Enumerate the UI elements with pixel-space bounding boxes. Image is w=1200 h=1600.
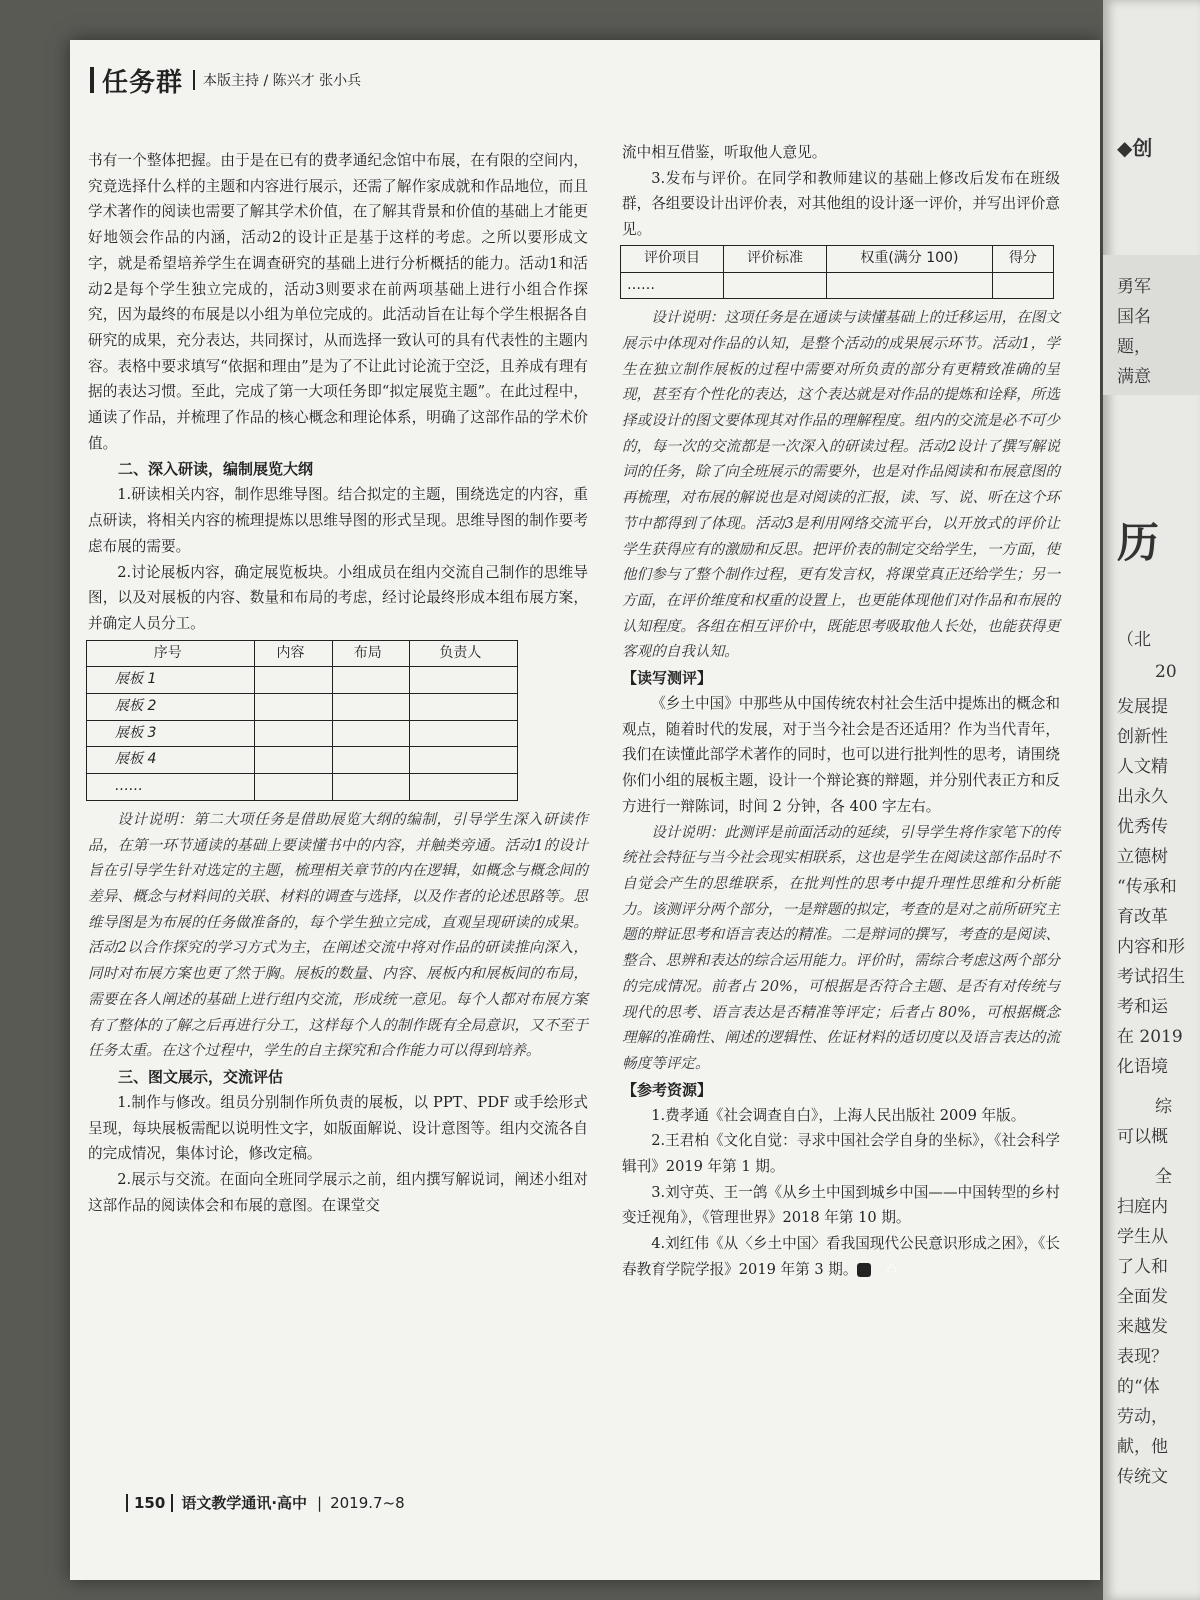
body-paragraph: 2.讨论展板内容，确定展览板块。小组成员在组内交流自己制作的思维导图，以及对展板的内容、数量和布局的考虑，经讨论最终形成本组布展方案，并确定人员分工。 [88, 563, 588, 632]
section-label-review: 【读写测评】 [622, 669, 713, 688]
table-cell: 展板 1 [87, 667, 255, 694]
facing-page [1103, 0, 1200, 1600]
facing-heading: 历 [1117, 518, 1160, 567]
facing-text: 的“体 [1117, 1377, 1160, 1397]
facing-text: 出永久 [1117, 787, 1168, 807]
facing-text: 勇军 [1117, 277, 1151, 297]
body-paragraph: 书有一个整体把握。由于是在已有的费孝通纪念馆中布展，在有限的空间内，究竟选择什么样的主题和内容进行展示，还需了解作家成就和作品地位，而且学术著作的阅读也需要了解其学术价值，在了解其背景和价值的基础上才能更好地领会作品的内涵，活动2的设计正是基于这样的考虑。之所以要形成文字，就是希望培养学生在调查研究的基础上进行分析概括的能力。活动1和活动2是每个学生独立完成的，活动3则要求在前两项基础上进行小组合作探究，因为最终的布展是以小组为单位完成的。此活动旨在让每个学生根据各自研究的成果，充分表达，共同探讨，从而选择一致认可的具有代表性的主题内容。表格中要求填写“依据和理由”是为了不让此讨论流于空泛，且养成有理有据的表达习惯。至此，完成了第一大项任务即“拟定展览主题”。在此过程中，通读了作品，并梳理了作品的核心概念和理论体系，明确了这部作品的学术价值。 [88, 152, 588, 452]
facing-text: 立德树 [1117, 847, 1168, 867]
body-paragraph: 流中相互借鉴，听取他人意见。 [622, 144, 827, 161]
facing-text: 20 [1155, 662, 1177, 682]
table-row [87, 747, 518, 774]
table-row [87, 774, 518, 801]
facing-text: 劳动， [1117, 1407, 1168, 1427]
end-mark-icon: 凸 [857, 1263, 871, 1277]
table-header: 内容 [255, 640, 332, 667]
page-footer [126, 1492, 405, 1513]
table-cell: …… [87, 774, 255, 801]
table-header: 负责人 [409, 640, 517, 667]
reference-text: 4.刘红伟《从〈乡土中国〉看我国现代公民意识形成之困》，《长春教育学院学报》2019 年第 3 期。 [622, 1235, 1060, 1278]
table-header: 评价项目 [621, 245, 724, 272]
evaluation-table [620, 245, 1054, 299]
layout-plan-table [86, 640, 518, 801]
facing-text: 育改革 [1117, 907, 1168, 927]
facing-text: 全 [1155, 1167, 1172, 1187]
table-header: 权重(满分 100) [826, 245, 992, 272]
section-heading: 三、图文展示，交流评估 [118, 1067, 284, 1086]
facing-text: 综 [1155, 1097, 1172, 1117]
facing-text: 优秀传 [1117, 817, 1168, 837]
facing-text: “传承和 [1117, 877, 1177, 897]
facing-text: 表现？ [1117, 1347, 1168, 1367]
table-cell: …… [621, 272, 724, 299]
journal-name: 语文教学通讯·高中 [181, 1494, 308, 1512]
section-label-references: 【参考资源】 [622, 1080, 713, 1099]
footer-separator: | [317, 1493, 323, 1512]
table-cell: 展板 2 [87, 694, 255, 721]
table-header: 评价标准 [723, 245, 826, 272]
table-cell: 展板 3 [87, 720, 255, 747]
facing-text: 可以概 [1117, 1127, 1168, 1147]
table-header: 布局 [332, 640, 409, 667]
design-note: 设计说明：第二大项任务是借助展览大纲的编制，引导学生深入研读作品，在第一环节通读的基础上要读懂书中的内容，并触类旁通。活动1的设计旨在引导学生针对选定的主题，梳理相关章节的内在逻辑，如概念与概念间的差异、概念与材料间的关联、材料的调查与选择，以及作者的论述思路等。思维导图是为布展的任务做准备的，每个学生独立完成，直观呈现研读的成果。活动2以合作探究的学习方式为主，在阐述交流中将对作品的研读推向深入，同时对布展方案也更了然于胸。展板的数量、内容、展板内和展板间的布局，需要在各人阐述的基础上进行组内交流，形成统一意见。每个人都对布展方案有了整体的了解之后再进行分工，这样每个人的制作既有全局意识，又不至于任务太重。在这个过程中，学生的自主探究和合作能力可以得到培养。 [88, 810, 588, 1060]
body-paragraph: 1.制作与修改。组员分别制作所负责的展板，以 PPT、PDF 或手绘形式呈现，每块展板需配以说明性文字，如版面解说、设计意图等。组内交流各自的完成情况，集体讨论，修改定稿。 [88, 1093, 588, 1163]
facing-text: 扫庭内 [1117, 1197, 1168, 1217]
facing-text: 发展提 [1117, 697, 1168, 717]
facing-text: 全面发 [1117, 1287, 1168, 1307]
facing-text: 来越发 [1117, 1317, 1168, 1337]
facing-text: 学生从 [1117, 1227, 1168, 1247]
facing-text: 满意 [1117, 367, 1151, 387]
table-row [87, 694, 518, 721]
facing-text: 献，他 [1117, 1437, 1168, 1457]
editor-credit: 本版主持 / 陈兴才 张小兵 [193, 70, 361, 90]
section-heading: 二、深入研读，编制展览大纲 [118, 460, 314, 479]
page-number: 150 [126, 1494, 173, 1512]
section-title: 任务群 [102, 67, 184, 98]
table-header: 得分 [992, 245, 1053, 272]
body-paragraph: 2.展示与交流。在面向全班同学展示之前，组内撰写解说词，阐述小组对这部作品的阅读体会和布展的意图。在课堂交 [88, 1171, 588, 1214]
design-note: 设计说明：这项任务是在通读与读懂基础上的迁移运用，在图文展示中体现对作品的认知，是整个活动的成果展示环节。活动1，学生在独立制作展板的过程中需要对所负责的部分有更精致准确的呈现，甚至有个性化的表达，这个表达就是对作品的提炼和诠释，所选择或设计的图文要体现其对作品的理解程度。组内的交流是必不可少的，每一次的交流都是一次深入的研读过程。活动2设计了撰写解说词的任务，除了向全班展示的需要外，也是对作品阅读和布展意图的再梳理，对布展的解说也是对阅读的汇报，读、写、说、听在这个环节中都得到了体现。活动3是利用网络交流平台，以开放式的评价让学生获得应有的激励和反思。把评价表的制定交给学生，一方面，使他们参与了整个制作过程，更有发言权，将课堂真正还给学生；另一方面，在评价维度和权重的设置上，也更能体现他们对作品和布展的认知程度。各组在相互评价中，既能思考吸取他人长处，也能获得更客观的自我认知。 [622, 309, 1060, 661]
table-row [621, 272, 1054, 299]
reference-item [622, 1231, 1060, 1282]
body-paragraph: 3.发布与评价。在同学和教师建议的基础上修改后发布在班级群，各组要设计出评价表，对其他组的设计逐一评价，并写出评价意见。 [622, 169, 1060, 239]
reference-item: 3.刘守英、王一鸽《从乡土中国到城乡中国——中国转型的乡村变迁视角》，《管理世界》2018 年第 10 期。 [622, 1183, 1060, 1227]
body-paragraph: 《乡土中国》中那些从中国传统农村社会生活中提炼出的概念和观点，随着时代的发展，对于当今社会是否还适用？作为当代青年，我们在读懂此部学术著作的同时，也可以进行批判性的思考，请围绕你们小组的展板主题，设计一个辩论赛的辩题，并分别代表正方和反方进行一辩陈词，时间 2 分钟，各 400 字左右。 [622, 695, 1060, 815]
facing-text: 化语境 [1117, 1057, 1168, 1077]
facing-text: 了人和 [1117, 1257, 1168, 1277]
facing-text: 内容和形 [1117, 937, 1185, 957]
facing-text: 题， [1117, 337, 1151, 357]
facing-text: 创新性 [1117, 727, 1168, 747]
design-note: 设计说明：此测评是前面活动的延续，引导学生将作家笔下的传统社会特征与当今社会现实相联系，这也是学生在阅读这部作品时不自觉会产生的思维联系，在批判性的思考中提升理性思维和分析能力。该测评分两个部分，一是辩题的拟定，考查的是对之前所研究主题的辩证思考和语言表达的精准。二是辩词的撰写，考查的是阅读、整合、思辨和表达的综合运用能力。评价时，需综合考虑这两个部分的完成情况。前者占 20%，可根据是否符合主题、是否有对传统与现代的思考、语言表达是否精准等评定；后者占 80%，可根据概念理解的准确性、阐述的逻辑性、佐证材料的适切度以及语言表达的流畅度等评定。 [622, 823, 1060, 1072]
header-bar [90, 67, 94, 93]
table-cell: 展板 4 [87, 747, 255, 774]
table-row [87, 667, 518, 694]
facing-text: 国名 [1117, 307, 1151, 327]
right-column [622, 140, 1060, 1283]
facing-text: 在 2019 [1117, 1027, 1183, 1047]
body-paragraph: 1.研读相关内容，制作思维导图。结合拟定的主题，围绕选定的内容，重点研读，将相关内容的梳理提炼以思维导图的形式呈现。思维导图的制作要考虑布展的需要。 [88, 486, 588, 555]
facing-text: 传统文 [1117, 1467, 1168, 1487]
section-header [90, 60, 361, 100]
table-header: 序号 [87, 640, 255, 667]
left-column [88, 148, 588, 1218]
facing-text: （北 [1117, 630, 1151, 650]
issue-date: 2019.7~8 [330, 1493, 405, 1512]
facing-text: 人文精 [1117, 757, 1168, 777]
reference-item: 1.费孝通《社会调查自白》，上海人民出版社 2009 年版。 [651, 1106, 1026, 1124]
facing-text: 考和运 [1117, 997, 1168, 1017]
reference-item: 2.王君柏《文化自觉：寻求中国社会学自身的坐标》，《社会科学辑刊》2019 年第 1 期。 [622, 1132, 1060, 1176]
facing-text: ◆创 [1117, 136, 1153, 160]
table-row [87, 720, 518, 747]
facing-text: 考试招生 [1117, 967, 1185, 987]
